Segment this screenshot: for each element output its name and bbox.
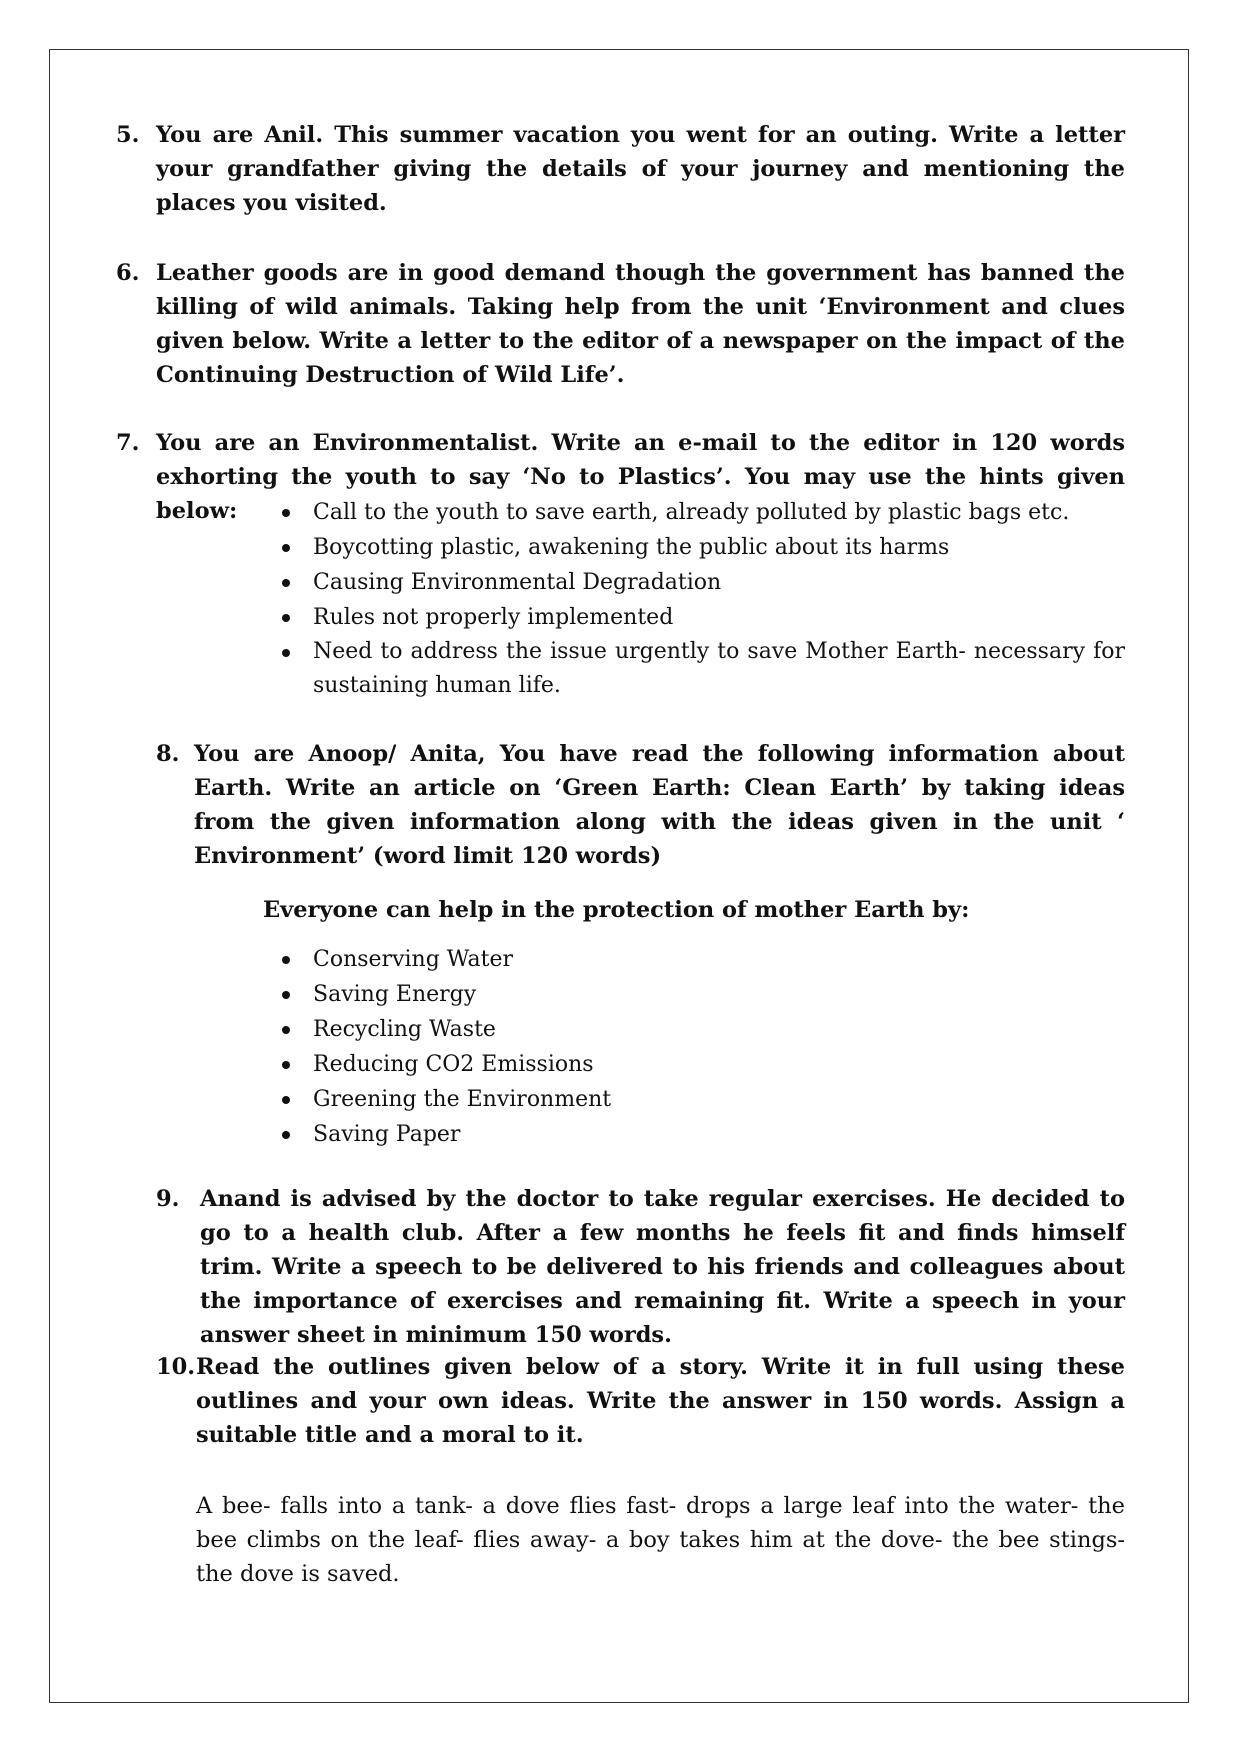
question-6	[116, 256, 1125, 392]
question-9	[156, 1182, 1125, 1352]
list-item: Need to address the issue urgently to save Mother Earth- necessary for sustaining human life.	[313, 635, 1125, 703]
list-item: Call to the youth to save earth, already polluted by plastic bags etc.	[313, 495, 1125, 530]
question-number: 7.	[116, 430, 140, 456]
list-item: Saving Paper	[313, 1117, 1125, 1152]
list-item: Causing Environmental Degradation	[313, 565, 1125, 600]
plastic-hints-list	[313, 495, 1125, 703]
question-text: You are an Environmentalist. Write an e-mail to the editor in 120 words exhorting the youth to say ‘No to Plastics’. You may use the hints given below:	[156, 430, 1125, 524]
question-text: Anand is advised by the doctor to take regular exercises. He decided to go to a health club. After a few months he feels fit and finds himself trim. Write a speech to be delivered to his friends and colleagues about the importance of exercises and remaining fit. Write a speech in your answer sheet in minimum 150 words.	[200, 1186, 1125, 1348]
story-outline: A bee- falls into a tank- a dove flies fast- drops a large leaf into the water- the bee climbs on the leaf- flies away- a boy takes him at the dove- the bee stings- the dove is saved.	[196, 1493, 1125, 1587]
question-number: 6.	[116, 260, 140, 286]
list-item: Saving Energy	[313, 977, 1125, 1012]
list-item: Reducing CO2 Emissions	[313, 1047, 1125, 1082]
question-number: 8.	[156, 741, 180, 767]
question-10	[156, 1350, 1125, 1452]
question-number: 10.	[156, 1354, 196, 1380]
list-item: Conserving Water	[313, 942, 1125, 977]
earth-protection-list	[313, 942, 1125, 1152]
list-item: Boycotting plastic, awakening the public about its harms	[313, 530, 1125, 565]
question-5	[116, 118, 1125, 220]
question-number: 9.	[156, 1186, 180, 1212]
question-text: You are Anil. This summer vacation you went for an outing. Write a letter your grandfather giving the details of your journey and mentioning the places you visited.	[156, 122, 1125, 216]
list-item: Recycling Waste	[313, 1012, 1125, 1047]
list-item: Rules not properly implemented	[313, 600, 1125, 635]
question-text: Read the outlines given below of a story. Write it in full using these outlines and your own ideas. Write the answer in 150 words. Assign a suitable title and a moral to it.	[196, 1354, 1125, 1448]
question-8	[156, 737, 1125, 873]
question-text: Leather goods are in good demand though the government has banned the killing of wild animals. Taking help from the unit ‘Environment and clues given below. Write a letter to the editor of a newspaper on the impact of the Continuing Destruction of Wild Life’.	[156, 260, 1125, 388]
question-text: You are Anoop/ Anita, You have read the following information about Earth. Write an article on ‘Green Earth: Clean Earth’ by taking ideas from the given information along with the ideas given in the unit ‘ Environment’ (word limit 120 words)	[194, 741, 1125, 869]
question-number: 5.	[116, 122, 140, 148]
list-item: Greening the Environment	[313, 1082, 1125, 1117]
earth-protection-subheading: Everyone can help in the protection of mother Earth by:	[263, 897, 970, 923]
